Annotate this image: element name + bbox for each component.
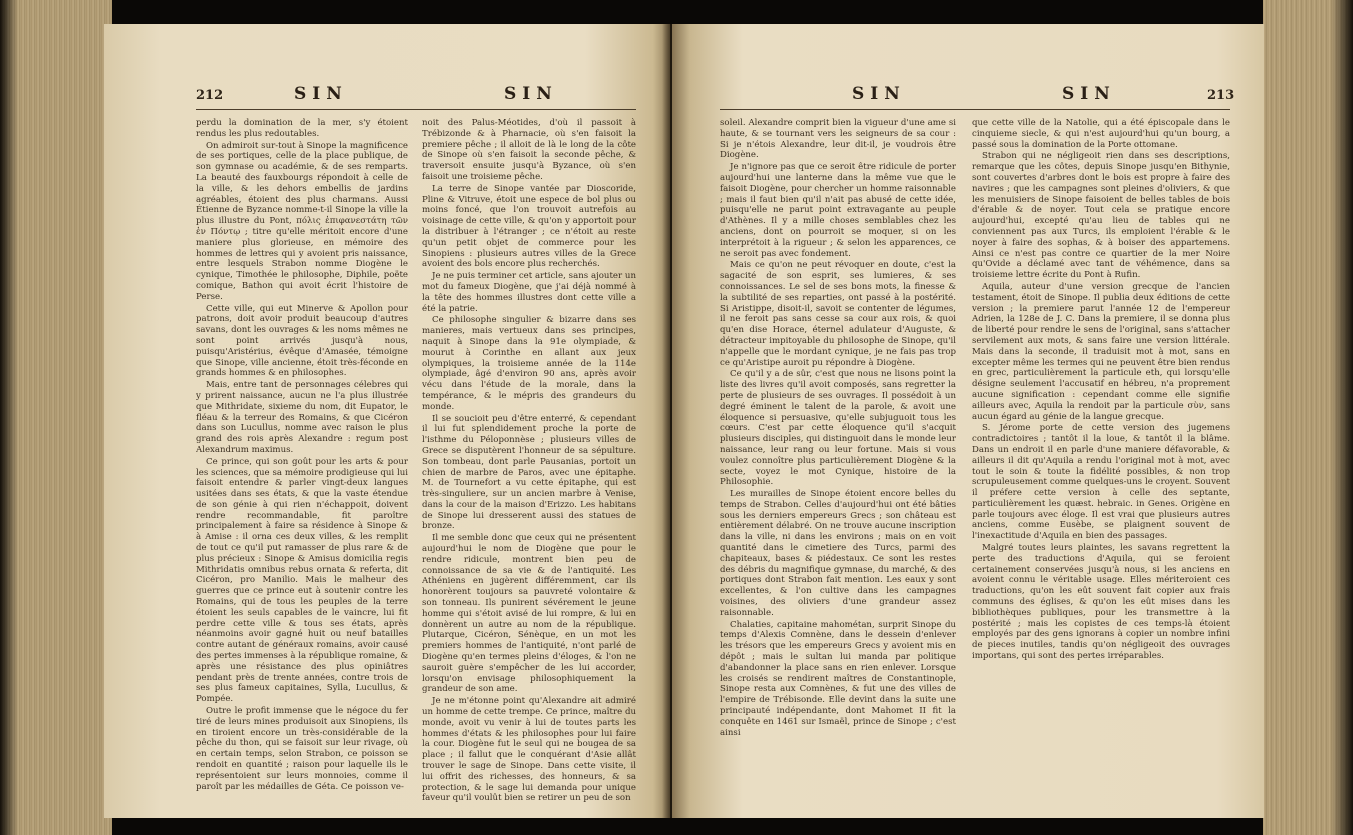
left-running-head-1: SIN bbox=[294, 84, 348, 104]
paragraph: Ce qu'il y a de sûr, c'est que nous ne lisons point la liste des livres qu'il avoit composés, sans regretter la perte de plusieurs de ses ouvrages. Il possédoit à un degré éminent le talent de la parole, & avoit une éloquence si persuasive, qu'elle subjuguoit tous les cœurs. C'est par cette éloquence qu'il s'acquit plusieurs disciples, qui distinguoit dans le monde leur naissance, leur rang ou leur fortune. Mais si vous voulez connoître plus particulièrement Diogène & la secte, voyez le mot Cynique, histoire de la Philosophie. bbox=[720, 369, 956, 488]
paragraph: Cette ville, qui eut Minerve & Apollon pour patrons, doit avoir produit beaucoup d'autres savans, dont les ouvrages & les noms mêmes ne sont point arrivés jusqu'à nous, puisqu'Aristérius, évêque d'Amasée, témoigne que Sinope, ville ancienne, étoit très-féconde en grands hommes & en philosophes. bbox=[196, 303, 408, 379]
paragraph: Il me semble donc que ceux qui ne présentent aujourd'hui le nom de Diogène que pour le rendre ridicule, montrent bien peu de connoissance de sa vie & de l'antiquité. Les Athéniens en jugèrent différemment, car ils honorèrent toujours sa pauvreté volontaire & son tonneau. Ils punirent sévérement le jeune homme qui s'étoit avisé de lui rompre, & lui en donnèrent un autre au nom de la république. Plutarque, Cicéron, Sénèque, en un mot les premiers hommes de l'antiquité, n'ont parlé de Diogène qu'en termes pleins d'éloges, & l'on ne sauroit guère s'empêcher de les lui accorder, lorsqu'on envisage philosophiquement la grandeur de son ame. bbox=[422, 533, 636, 695]
paragraph: On admiroit sur-tout à Sinope la magnificence de ses portiques, celle de la place publique, de son gymnase ou académie, & de ses remparts. La beauté des fauxbourgs répondoit à celle de la ville, & les dehors embellis de jardins agréables, étoient des plus charmans. Aussi Étienne de Byzance nomme-t-il Sinope la ville la plus illustre du Pont, πόλις ἐπιφανεστάτη τῶν ἐν Πόντῳ ; titre qu'elle méritoit encore d'une maniere plus glorieuse, en mémoire des hommes de lettres qui y avoient pris naissance, entre lesquels Strabon nomme Diogène le cynique, Timothée le philosophe, Diphile, poëte comique, Bathon qui avoit écrit l'histoire de Perse. bbox=[196, 140, 408, 302]
paragraph: Strabon qui ne négligeoit rien dans ses descriptions, remarque que les côtes, depuis Sinope jusqu'en Bithynie, sont couvertes d'arbres dont le bois est propre à faire des navires ; que les campagnes sont pleines d'oliviers, & que les menuisiers de Sinope faisoient de belles tables de bois d'érable & de noyer. Tout cela se pratique encore aujourd'hui, excepté qu'au lieu de tables qui ne conviennent pas aux Turcs, ils emploient l'érable & le noyer à faire des sophas, & à boiser des appartemens. Ainsi ce n'est pas contre ce quartier de la mer Noire qu'Ovide a déclamé avec tant de véhémence, dans sa troisieme lettre écrite du Pont à Rufin. bbox=[972, 151, 1230, 281]
left-running-head-2: SIN bbox=[504, 84, 558, 104]
paragraph: Malgré toutes leurs plaintes, les savans regrettent la perte des traductions d'Aquila, qui se feroient certainement conservées jusqu'à nous, si les anciens en avoient connu le véritable usage. Elles mériteroient ces traductions, qu'on les eût souvent fait copier aux frais communs des églises, & qu'on les eût mises dans les bibliothèques publiques, pour les transmettre à la postérité ; mais les copistes de ces temps-là étoient employés par des gens ignorans à copier un nombre infini de pieces inutiles, tandis qu'on négligeoit des ouvrages importans, qui sont des pertes irréparables. bbox=[972, 543, 1230, 662]
paragraph: Je ne puis terminer cet article, sans ajouter un mot du fameux Diogène, que j'ai déjà nommé à la tête des hommes illustres dont cette ville a été la patrie. bbox=[422, 271, 636, 314]
left-column-2 bbox=[422, 118, 636, 818]
paragraph: Il se soucioit peu d'être enterré, & cependant il lui fut splendidement proche la porte de l'isthme du Péloponnèse ; plusieurs villes de Grece se disputèrent l'honneur de sa sépulture. Son tombeau, dont parle Pausanias, portoit un chien de marbre de Paros, avec une épitaphe. M. de Tournefort a vu cette épitaphe, qui est très-singuliere, sur un ancien marbre à Venise, dans la cour de la maison d'Erizzo. Les habitans de Sinope lui dresserent aussi des statues de bronze. bbox=[422, 413, 636, 532]
paragraph: Aquila, auteur d'une version grecque de l'ancien testament, étoit de Sinope. Il publia deux éditions de cette version ; la premiere parut l'année 12 de l'empereur Adrien, la 128e de J. C. Dans la premiere, il se donna plus de liberté pour rendre le sens de l'original, sans s'attacher servilement aux mots, & sans faire une version littérale. Mais dans la seconde, il traduisit mot à mot, sans en excepter même les termes qui ne peuvent être bien rendus en grec, particulièrement la particule eth, qui lorsqu'elle désigne seulement l'accusatif en hébreu, n'a proprement aucune signification : cependant comme elle signifie ailleurs avec, Aquila la rendoit par la particule σὺν, sans aucun égard au génie de la langue grecque. bbox=[972, 281, 1230, 422]
right-page bbox=[672, 24, 1264, 818]
right-running-head-1: SIN bbox=[852, 84, 906, 104]
right-header-rule bbox=[720, 109, 1230, 110]
right-column-2 bbox=[972, 118, 1230, 818]
paragraph: Je ne m'étonne point qu'Alexandre ait admiré un homme de cette trempe. Ce prince, maître du monde, avoit vu venir à lui de toutes parts les hommes d'états & les philosophes pour lui faire la cour. Diogène fut le seul qui ne bougea de sa place ; il fallut que le conquérant d'Asie allât trouver le sage de Sinope. Dans cette visite, il lui offrit des richesses, des honneurs, & sa protection, & le sage lui demanda pour unique faveur qu'il voulût bien se retirer un peu de son bbox=[422, 696, 636, 804]
right-page-number: 213 bbox=[1207, 88, 1235, 103]
paragraph: La terre de Sinope vantée par Dioscoride, Pline & Vitruve, étoit une espece de bol plus ou moins foncé, que l'on trouvoit autrefois au voisinage de cette ville, & qu'on y apportoit pour la distribuer à l'étranger ; ce n'étoit au reste qu'un petit objet de commerce pour les Sinopiens : plusieurs autres villes de la Grece avoient des bols encore plus recherchés. bbox=[422, 183, 636, 270]
right-running-head-2: SIN bbox=[1062, 84, 1116, 104]
paragraph: Mais, entre tant de personnages célebres qui y prirent naissance, aucun ne l'a plus illustrée que Mithridate, sixieme du nom, dit Eupator, le fléau & la terreur des Romains, & que Cicéron dans son Lucullus, nomme avec raison le plus grand des rois après Alexandre : regum post Alexandrum maximus. bbox=[196, 380, 408, 455]
paragraph: noit des Palus-Méotides, d'où il passoit à Trébizonde & à Pharnacie, où s'en faisoit la premiere pêche ; il alloit de là le long de la côte de Sinope où s'en faisoit la seconde pêche, & traversoit ensuite jusqu'à Byzance, où s'en faisoit une troisieme pêche. bbox=[422, 118, 636, 182]
left-page-edges bbox=[0, 0, 112, 835]
paragraph: Outre le profit immense que le négoce du fer tiré de leurs mines produisoit aux Sinopiens, ils en tiroient encore un très-considérable de la pêche du thon, qui se faisoit sur leur rivage, où en certain temps, selon Strabon, ce poisson se rendoit en quantité ; raison pour laquelle ils le représentoient sur leurs monnoies, comme il paroît par les médailles de Géta. Ce poisson ve- bbox=[196, 706, 408, 792]
left-column-1 bbox=[196, 118, 408, 818]
right-page-edges bbox=[1263, 0, 1353, 835]
right-column-1 bbox=[720, 118, 956, 818]
paragraph: Ce philosophe singulier & bizarre dans ses manieres, mais vertueux dans ses principes, naquit à Sinope dans la 91e olympiade, & mourut à Corinthe en allant aux jeux olympiques, la troisieme année de la 114e olympiade, âgé d'environ 90 ans, après avoir vécu dans l'étude de la morale, dans la tempérance, & le mépris des grandeurs du monde. bbox=[422, 315, 636, 412]
paragraph: soleil. Alexandre comprit bien la vigueur d'une ame si haute, & se tournant vers les seigneurs de sa cour : Si je n'étois Alexandre, leur dit-il, je voudrois être Diogène. bbox=[720, 118, 956, 161]
left-page-number: 212 bbox=[196, 88, 224, 103]
paragraph: Chalaties, capitaine mahométan, surprit Sinope du temps d'Alexis Comnène, dans le dessein d'enlever les trésors que les empereurs Grecs y avoient mis en dépôt ; mais le sultan lui manda par politique d'abandonner la place sans en rien enlever. Lorsque les croisés se rendirent maîtres de Constantinople, Sinope resta aux Comnènes, & fut une des villes de l'empire de Trébisonde. Elle devint dans la suite une principauté indépendante, dont Mahomet II fit la conquête en 1461 sur Ismaël, prince de Sinope ; c'est ainsi bbox=[720, 619, 956, 738]
paragraph: que cette ville de la Natolie, qui a été épiscopale dans le cinquieme siecle, & qui n'est aujourd'hui qu'un bourg, a passé sous la domination de la Porte ottomane. bbox=[972, 118, 1230, 150]
paragraph: Ce prince, qui son goût pour les arts & pour les sciences, que sa mémoire prodigieuse qui lui faisoit entendre & parler vingt-deux langues usitées dans ses états, & que la vaste étendue de son génie à qui rien n'échappoit, doivent rendre recommandable, fit paroître principalement à faire sa résidence à Sinope & à Amise : il orna ces deux villes, & les remplit de tout ce qu'il put ramasser de plus rare & de plus précieux : Sinope & Amisus domicilia regis Mithridatis omnibus rebus ornata & referta, dit Cicéron, pro Manilio. Mais le malheur des guerres que ce prince eut à soutenir contre les Romains, qui de tous les peuples de la terre étoient les seuls capables de le vaincre, lui fit perdre cette ville & tous ses états, après néanmoins avoir gagné huit ou neuf batailles contre autant de généraux romains, avoir causé des pertes immenses à la république romaine, & après une résistance des plus opiniâtres pendant près de trente années, contre trois de ses plus fameux capitaines, Sylla, Lucullus, & Pompée. bbox=[196, 456, 408, 705]
paragraph: perdu la domination de la mer, s'y étoient rendus les plus redoutables. bbox=[196, 118, 408, 139]
left-header-rule bbox=[196, 109, 636, 110]
paragraph: S. Jérome porte de cette version des jugemens contradictoires ; tantôt il la loue, & tantôt il la blâme. Dans un endroit il en parle d'une maniere défavorable, & ailleurs il dit qu'Aquila a rendu l'original mot à mot, avec tout le soin & toute la fidélité possibles, & non trop scrupuleusement comme quelques-uns le croyent. Souvent il préfere cette version à celle des septante, particulièrement les quæst. hebraic. in Genes. Origène en parle toujours avec éloge. Il est vrai que plusieurs autres anciens, comme Eusèbe, se plaignent souvent de l'inexactitude d'Aquila en bien des passages. bbox=[972, 423, 1230, 542]
left-page bbox=[104, 24, 670, 818]
paragraph: Mais ce qu'on ne peut révoquer en doute, c'est la sagacité de son esprit, ses lumieres, & ses connoissances. Le sel de ses bons mots, la finesse & la subtilité de ses reparties, ont passé à la postérité. Si Aristippe, disoit-il, savoit se contenter de légumes, il ne feroit pas sans cesse sa cour aux rois, & quoi qu'en dise Horace, éternel adulateur d'Auguste, & détracteur impitoyable du philosophe de Sinope, qu'il n'appelle que le mordant cynique, je ne fais pas trop ce qu'Aristipe auroit pu répondre à Diogène. bbox=[720, 260, 956, 368]
paragraph: Je n'ignore pas que ce seroit être ridicule de porter aujourd'hui une lanterne dans la même vue que le faisoit Diogène, pour chercher un homme raisonnable ; mais il faut bien qu'il n'ait pas abusé de cette idée, puisqu'elle ne parut point extravagante au peuple d'Athènes. Il y a mille choses semblables chez les anciens, dont on pourroit se moquer, si on les interprétoit à la rigueur ; & selon les apparences, ce ne seroit pas avec fondement. bbox=[720, 162, 956, 259]
paragraph: Les murailles de Sinope étoient encore belles du temps de Strabon. Celles d'aujourd'hui ont été bâties sous les derniers empereurs Grecs ; son château est entièrement délabré. On ne trouve aucune inscription dans la ville, ni dans les environs ; mais on en voit quantité dans le cimetiere des Turcs, parmi des chapiteaux, bases & piédestaux. Ce sont les restes des débris du magnifique gymnase, du marché, & des portiques dont Strabon fait mention. Les eaux y sont excellentes, & l'on cultive dans les campagnes voisines, des oliviers d'une grandeur assez raisonnable. bbox=[720, 489, 956, 618]
